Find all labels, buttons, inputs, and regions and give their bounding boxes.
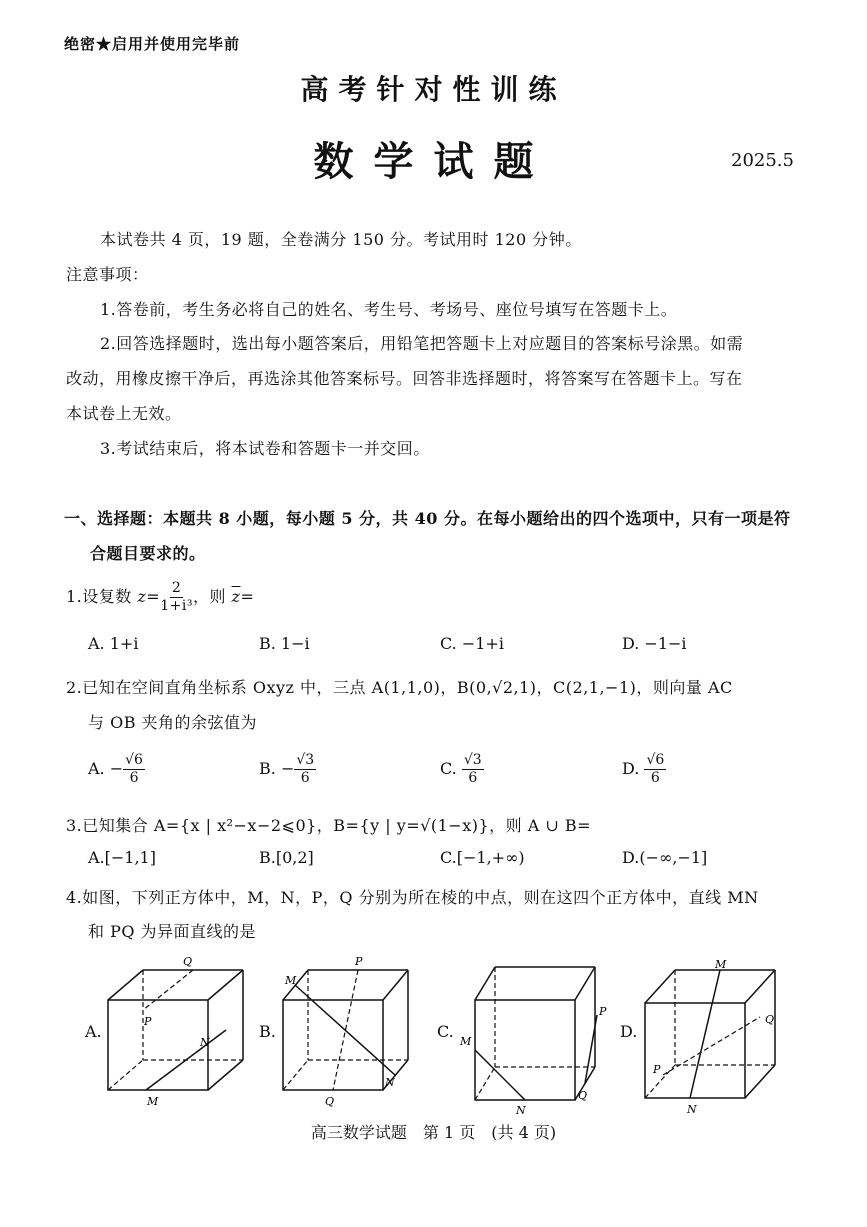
exam-summary: 本试卷共 4 页，19 题，全卷满分 150 分。考试用时 120 分钟。 (100, 230, 582, 249)
cube-figure-a (100, 950, 250, 1110)
question-3-stem: 3.已知集合 A={x | x²−x−2⩽0}，B={y | y=√(1−x)}，则 A ∪ B= (66, 816, 592, 835)
q2-option-a-numerator: √6 (125, 752, 143, 768)
q2-option-b-fraction (294, 752, 316, 787)
q1-option-a: A. 1+i (88, 634, 139, 653)
note-2-line-2: 改动，用橡皮擦干净后，再选涂其他答案标号。回答非选择题时，将答案写在答题卡上。写在 (66, 369, 743, 388)
q3-option-d: D.(−∞,−1] (622, 848, 708, 867)
q1-numerator: 2 (171, 580, 182, 596)
q2-option-a-sign: − (109, 759, 124, 778)
note-2-line-3: 本试卷上无效。 (66, 404, 182, 423)
cube-d-point-n: N (687, 1103, 697, 1115)
cube-figure-c (460, 955, 610, 1115)
exam-title: 数学试题 (313, 138, 554, 185)
confidential-label: 绝密★启用并使用完毕前 (64, 35, 241, 53)
exam-date: 2025.5 (731, 150, 794, 171)
question-4-line-2: 和 PQ 为异面直线的是 (88, 922, 257, 941)
q2-option-d-fraction (644, 752, 666, 787)
cube-a-point-q: Q (183, 955, 193, 968)
notes-title: 注意事项： (66, 265, 149, 284)
q2-option-a-label: A. (88, 759, 105, 778)
cube-c-point-n: N (516, 1104, 526, 1115)
question-2-line-1: 2.已知在空间直角坐标系 Oxyz 中，三点 A(1,1,0)，B(0,√2,1)，C(2,1,−1)，则向量 AC (66, 678, 733, 697)
cube-a-point-p: P (144, 1015, 152, 1028)
cube-b-point-p: P (355, 955, 363, 968)
q2-option-b-numerator: √3 (296, 752, 315, 768)
q1-fraction (160, 580, 193, 615)
q2-option-a (88, 752, 145, 787)
page-footer: 高三数学试题 第 1 页 (共 4 页) (310, 1123, 557, 1142)
note-1: 1.答卷前，考生务必将自己的姓名、考生号、考场号、座位号填写在答题卡上。 (100, 300, 678, 319)
q1-conjugate: $\overline{z}$ (231, 587, 241, 606)
q3-option-a: A.[−1,1] (88, 848, 156, 867)
q2-option-d (622, 752, 666, 787)
cube-c-point-p: P (599, 1005, 607, 1018)
cube-a-point-n: N (200, 1036, 210, 1049)
q1-option-b: B. 1−i (259, 634, 310, 653)
q1-equals: = (146, 587, 161, 606)
question-4-line-1: 4.如图，下列正方体中，M，N，P，Q 分别为所在棱的中点，则在这四个正方体中，直线 MN (66, 888, 759, 907)
q2-option-c-fraction (462, 752, 484, 787)
q1-option-c: C. −1+i (440, 634, 504, 653)
cube-c-point-m: M (460, 1035, 472, 1048)
q1-denominator: 1+i³ (160, 598, 193, 614)
q1-option-d: D. −1−i (622, 634, 687, 653)
q2-option-d-numerator: √6 (646, 752, 665, 768)
q2-option-d-label: D. (622, 759, 640, 778)
note-2-line-1: 2.回答选择题时，选出每小题答案后，用铅笔把答题卡上对应题目的答案标号涂黑。如需 (100, 334, 744, 353)
q2-option-b-sign: − (280, 759, 295, 778)
q2-option-a-fraction (123, 752, 145, 787)
q1-prefix: 1.设复数 (66, 587, 138, 606)
cube-d-point-m: M (715, 958, 727, 971)
cube-a-point-m: M (147, 1095, 159, 1108)
q3-option-c: C.[−1,+∞) (440, 848, 525, 867)
q2-option-b (259, 752, 316, 787)
cube-b-point-q: Q (325, 1095, 335, 1108)
figure-a-label: A. (85, 1022, 102, 1041)
section-1-heading-line-1: 一、选择题：本题共 8 小题，每小题 5 分，共 40 分。在每小题给出的四个选项中，只有一项是符 (64, 509, 791, 528)
q2-option-c-numerator: √3 (463, 752, 482, 768)
q2-option-b-label: B. (259, 759, 276, 778)
cube-b-point-m: M (285, 974, 297, 987)
q2-option-a-denominator: 6 (129, 770, 139, 786)
q1-end: = (240, 587, 255, 606)
cube-c-point-q: Q (578, 1089, 588, 1102)
cube-figure-b (275, 950, 425, 1110)
cube-b-point-n: N (385, 1076, 395, 1089)
cube-figure-d (635, 955, 785, 1115)
question-1-stem (66, 580, 254, 615)
question-2-line-2: 与 OB 夹角的余弦值为 (88, 713, 258, 732)
figure-d-label: D. (620, 1022, 638, 1041)
cube-d-point-q: Q (765, 1013, 775, 1026)
q3-option-b: B.[0,2] (259, 848, 314, 867)
q2-option-c (440, 752, 484, 787)
note-3: 3.考试结束后，将本试卷和答题卡一并交回。 (100, 439, 430, 458)
figure-c-label: C. (437, 1022, 454, 1041)
q2-option-d-denominator: 6 (650, 770, 660, 786)
figure-b-label: B. (259, 1022, 276, 1041)
q2-option-c-label: C. (440, 759, 457, 778)
q2-option-c-denominator: 6 (468, 770, 478, 786)
section-1-heading-line-2: 合题目要求的。 (90, 544, 206, 563)
q1-suffix: ，则 (192, 587, 232, 606)
q1-variable: z (137, 587, 147, 606)
cube-d-point-p: P (653, 1063, 661, 1076)
q2-option-b-denominator: 6 (300, 770, 310, 786)
exam-subtitle: 高考针对性训练 (300, 73, 567, 106)
